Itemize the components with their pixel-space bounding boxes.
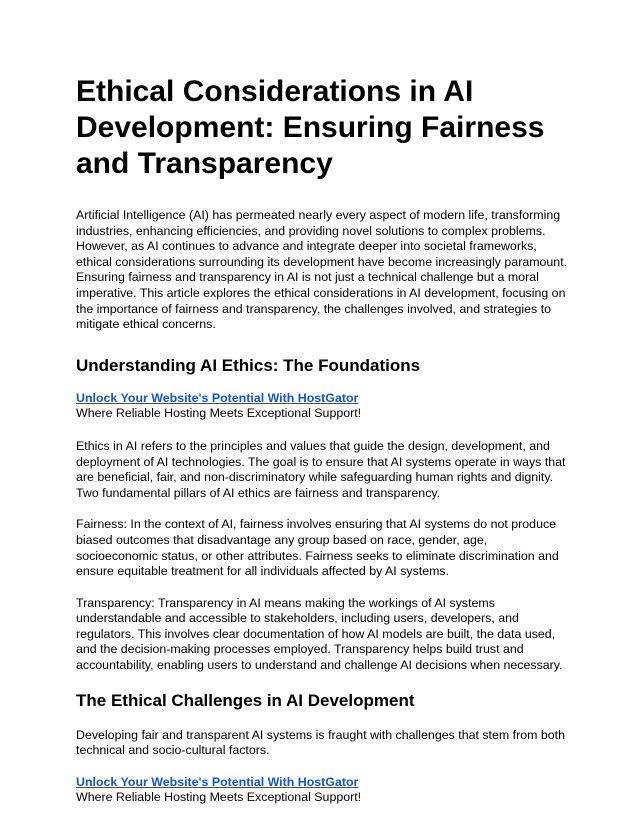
promo-tagline: Where Reliable Hosting Meets Exceptional Support! (76, 406, 362, 421)
fairness-paragraph: Fairness: In the context of AI, fairness involves ensuring that AI systems do not produce biased outcomes that disadvantage any group based on race, gender, age, socioeconomic status, or other attributes. Fairness seeks to eliminate discrimination and ensure equitable treatment for all individuals affected by AI systems. (76, 517, 559, 579)
section-heading-challenges: The Ethical Challenges in AI Development (76, 690, 415, 710)
promo-tagline-2: Where Reliable Hosting Meets Exceptional Support! (76, 790, 362, 805)
promo-block-2 (76, 775, 568, 806)
document-page (76, 74, 568, 806)
promo-block (76, 391, 568, 422)
intro-paragraph: Artificial Intelligence (AI) has permeated nearly every aspect of modern life, transforming industries, enhancing efficiencies, and providing novel solutions to complex problems. However, as AI continues to advance and integrate deeper into societal frameworks, ethical considerations surrounding its development have become increasingly paramount. Ensuring fairness and transparency in AI is not just a technical challenge but a moral imperative. This article explores the ethical considerations in AI development, focusing on the importance of fairness and transparency, the challenges involved, and strategies to mitigate ethical concerns. (76, 208, 568, 332)
challenges-paragraph: Developing fair and transparent AI systems is fraught with challenges that stem from both technical and socio-cultural factors. (76, 727, 565, 758)
section-heading-foundations: Understanding AI Ethics: The Foundations (76, 355, 421, 375)
page-title: Ethical Considerations in AI Development: Ensuring Fairness and Transparency (76, 75, 545, 180)
hostgator-promo-link-2[interactable]: Unlock Your Website's Potential With HostGator (76, 774, 359, 789)
transparency-paragraph: Transparency: Transparency in AI means making the workings of AI systems understandable and accessible to stakeholders, including users, developers, and regulators. This involves clear documentation of how AI models are built, the data used, and the decision-making processes employed. Transparency helps build trust and accountability, enabling users to understand and challenge AI decisions when necessary. (76, 595, 563, 673)
hostgator-promo-link[interactable]: Unlock Your Website's Potential With HostGator (76, 390, 359, 405)
ethics-paragraph: Ethics in AI refers to the principles and values that guide the design, development, and deployment of AI technologies. The goal is to ensure that AI systems operate in ways that are beneficial, fair, and non-discriminatory while safeguarding human rights and dignity. Two fundamental pillars of AI ethics are fairness and transparency. (76, 438, 566, 500)
